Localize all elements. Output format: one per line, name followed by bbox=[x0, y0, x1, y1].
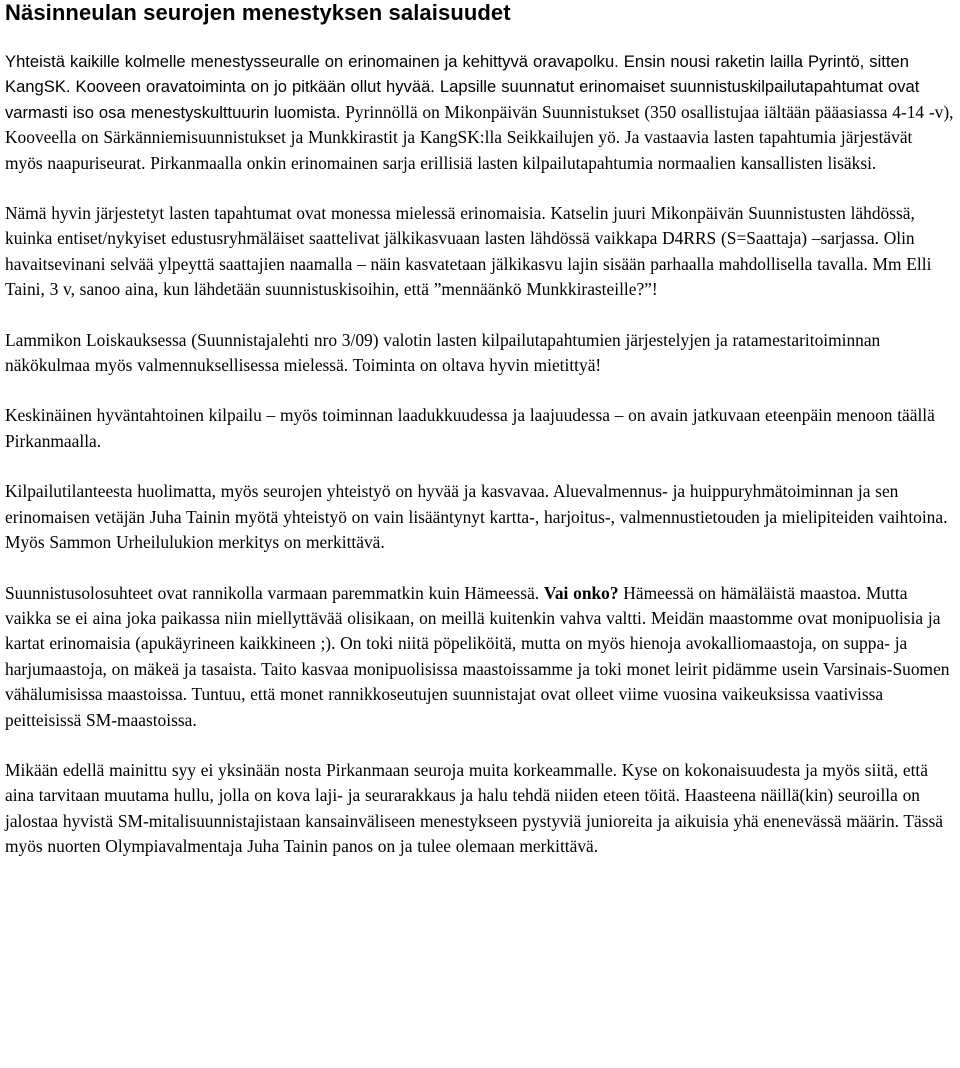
paragraph-4: Keskinäinen hyväntahtoinen kilpailu – myös toiminnan laadukkuudessa ja laajuudessa – on avain jatkuvaan eteenpäin menoon täällä Pirkanmaalla. bbox=[5, 405, 935, 451]
paragraph-2: Nämä hyvin järjestetyt lasten tapahtumat ovat monessa mielessä erinomaisia. Katselin juuri Mikonpäivän Suunnistusten lähdössä, kuinka entiset/nykyiset edustusryhmäläiset saattelivat jälkikasvuaan lasten lähdössä vaikkapa D4RRS (S=Saattaja) –sarjassa. Olin havaitsevinani selvää ylpeyttä saattajien naamalla – näin kasvatetaan jälkikasvu lajin sisään parhaalla mahdollisella tavalla. Mm Elli Taini, 3 v, sanoo aina, kun lähdetään suunnistuskisoihin, että ”mennäänkö Munkkirasteille?”! bbox=[5, 203, 932, 300]
paragraph-1-body: Pyrinnöllä on Mikonpäivän Suunnistukset (350 osallistujaa iältään pääasiassa 4-14 -v), Kooveella on Särkänniemisuunnistukset ja Munkkirastit ja KangSK:lla Seikkailujen yö. Ja vastaavia lasten tapahtumia järjestävät myös naapuriseurat. Pirkanmaalla onkin erinomainen sarja erillisiä lasten kilpailutapahtumia normaalien kansallisten lisäksi. bbox=[5, 101, 954, 173]
paragraph-6-emphasis: Vai onko? bbox=[543, 582, 619, 603]
paragraph-6-rest: Hämeessä on hämäläistä maastoa. Mutta vaikka se ei aina joka paikassa niin miellyttävää olisikaan, on meillä kuitenkin vahva valtti. Meidän maastomme ovat monipuolisia ja kartat erinomaisia (apukäyrineen kaikkineen ;). On toki niitä pöpeliköitä, mutta on myös hienoja avokalliomaastoja, on suppa- ja harjumaastoja, on mäkeä ja tasaista. Taito kasvaa monipuolisissa maastoissamme ja toki monet leirit pidämme usein Varsinais-Suomen vähälumisissa maastoissa. Tuntuu, että monet rannikkoseutujen suunnistajat ovat olleet viime vuosina vaikeuksissa vaativissa peitteisissä SM-maastoissa. bbox=[5, 582, 950, 730]
paragraph-3: Lammikon Loiskauksessa (Suunnistajalehti nro 3/09) valotin lasten kilpailutapahtumien järjestelyjen ja ratamestaritoiminnan näkökulmaa myös valmennuksellisessa mielessä. Toiminta on oltava hyvin mietittyä! bbox=[5, 329, 881, 376]
paragraph-1 bbox=[5, 49, 954, 176]
article-title: Näsinneulan seurojen menestyksen salaisuudet bbox=[5, 0, 511, 25]
paragraph-1-intro: Yhteistä kaikille kolmelle menestysseuralle on erinomainen ja kehittyvä oravapolku. Ensin nousi raketin lailla Pyrintö, sitten KangSK. Kooveen oravatoiminta on jo pitkään ollut hyvää. Lapsille suunnatut erinomaiset suunnistuskilpailutapahtumat ovat varmasti iso osa menestyskulttuurin luomista. bbox=[5, 52, 920, 122]
paragraph-6 bbox=[5, 581, 954, 733]
paragraph-6-start: Suunnistusolosuhteet ovat rannikolla varmaan paremmatkin kuin Hämeessä. bbox=[5, 582, 544, 603]
paragraph-5: Kilpailutilanteesta huolimatta, myös seurojen yhteistyö on hyvää ja kasvavaa. Aluevalmennus- ja huippuryhmätoiminnan ja sen erinomaisen vetäjän Juha Tainin myötä yhteistyö on vain lisääntynyt kartta-, harjoitus-, valmennustietouden ja mielipiteiden vaihtoina. Myös Sammon Urheilulukion merkitys on merkittävä. bbox=[5, 481, 948, 553]
paragraph-7: Mikään edellä mainittu syy ei yksinään nosta Pirkanmaan seuroja muita korkeammalle. Kyse on kokonaisuudesta ja myös siitä, että aina tarvitaan muutama hullu, jolla on kova laji- ja seurarakkaus ja halu tehdä niiden eteen töitä. Haasteena näillä(kin) seuroilla on jalostaa hyvistä SM-mitalisuunnistajistaan kansainväliseen menestykseen pystyviä junioreita ja aikuisia yhä enenevässä määrin. Tässä myös nuorten Olympiavalmentaja Juha Tainin panos on ja tulee olemaan merkittävä. bbox=[5, 759, 944, 857]
